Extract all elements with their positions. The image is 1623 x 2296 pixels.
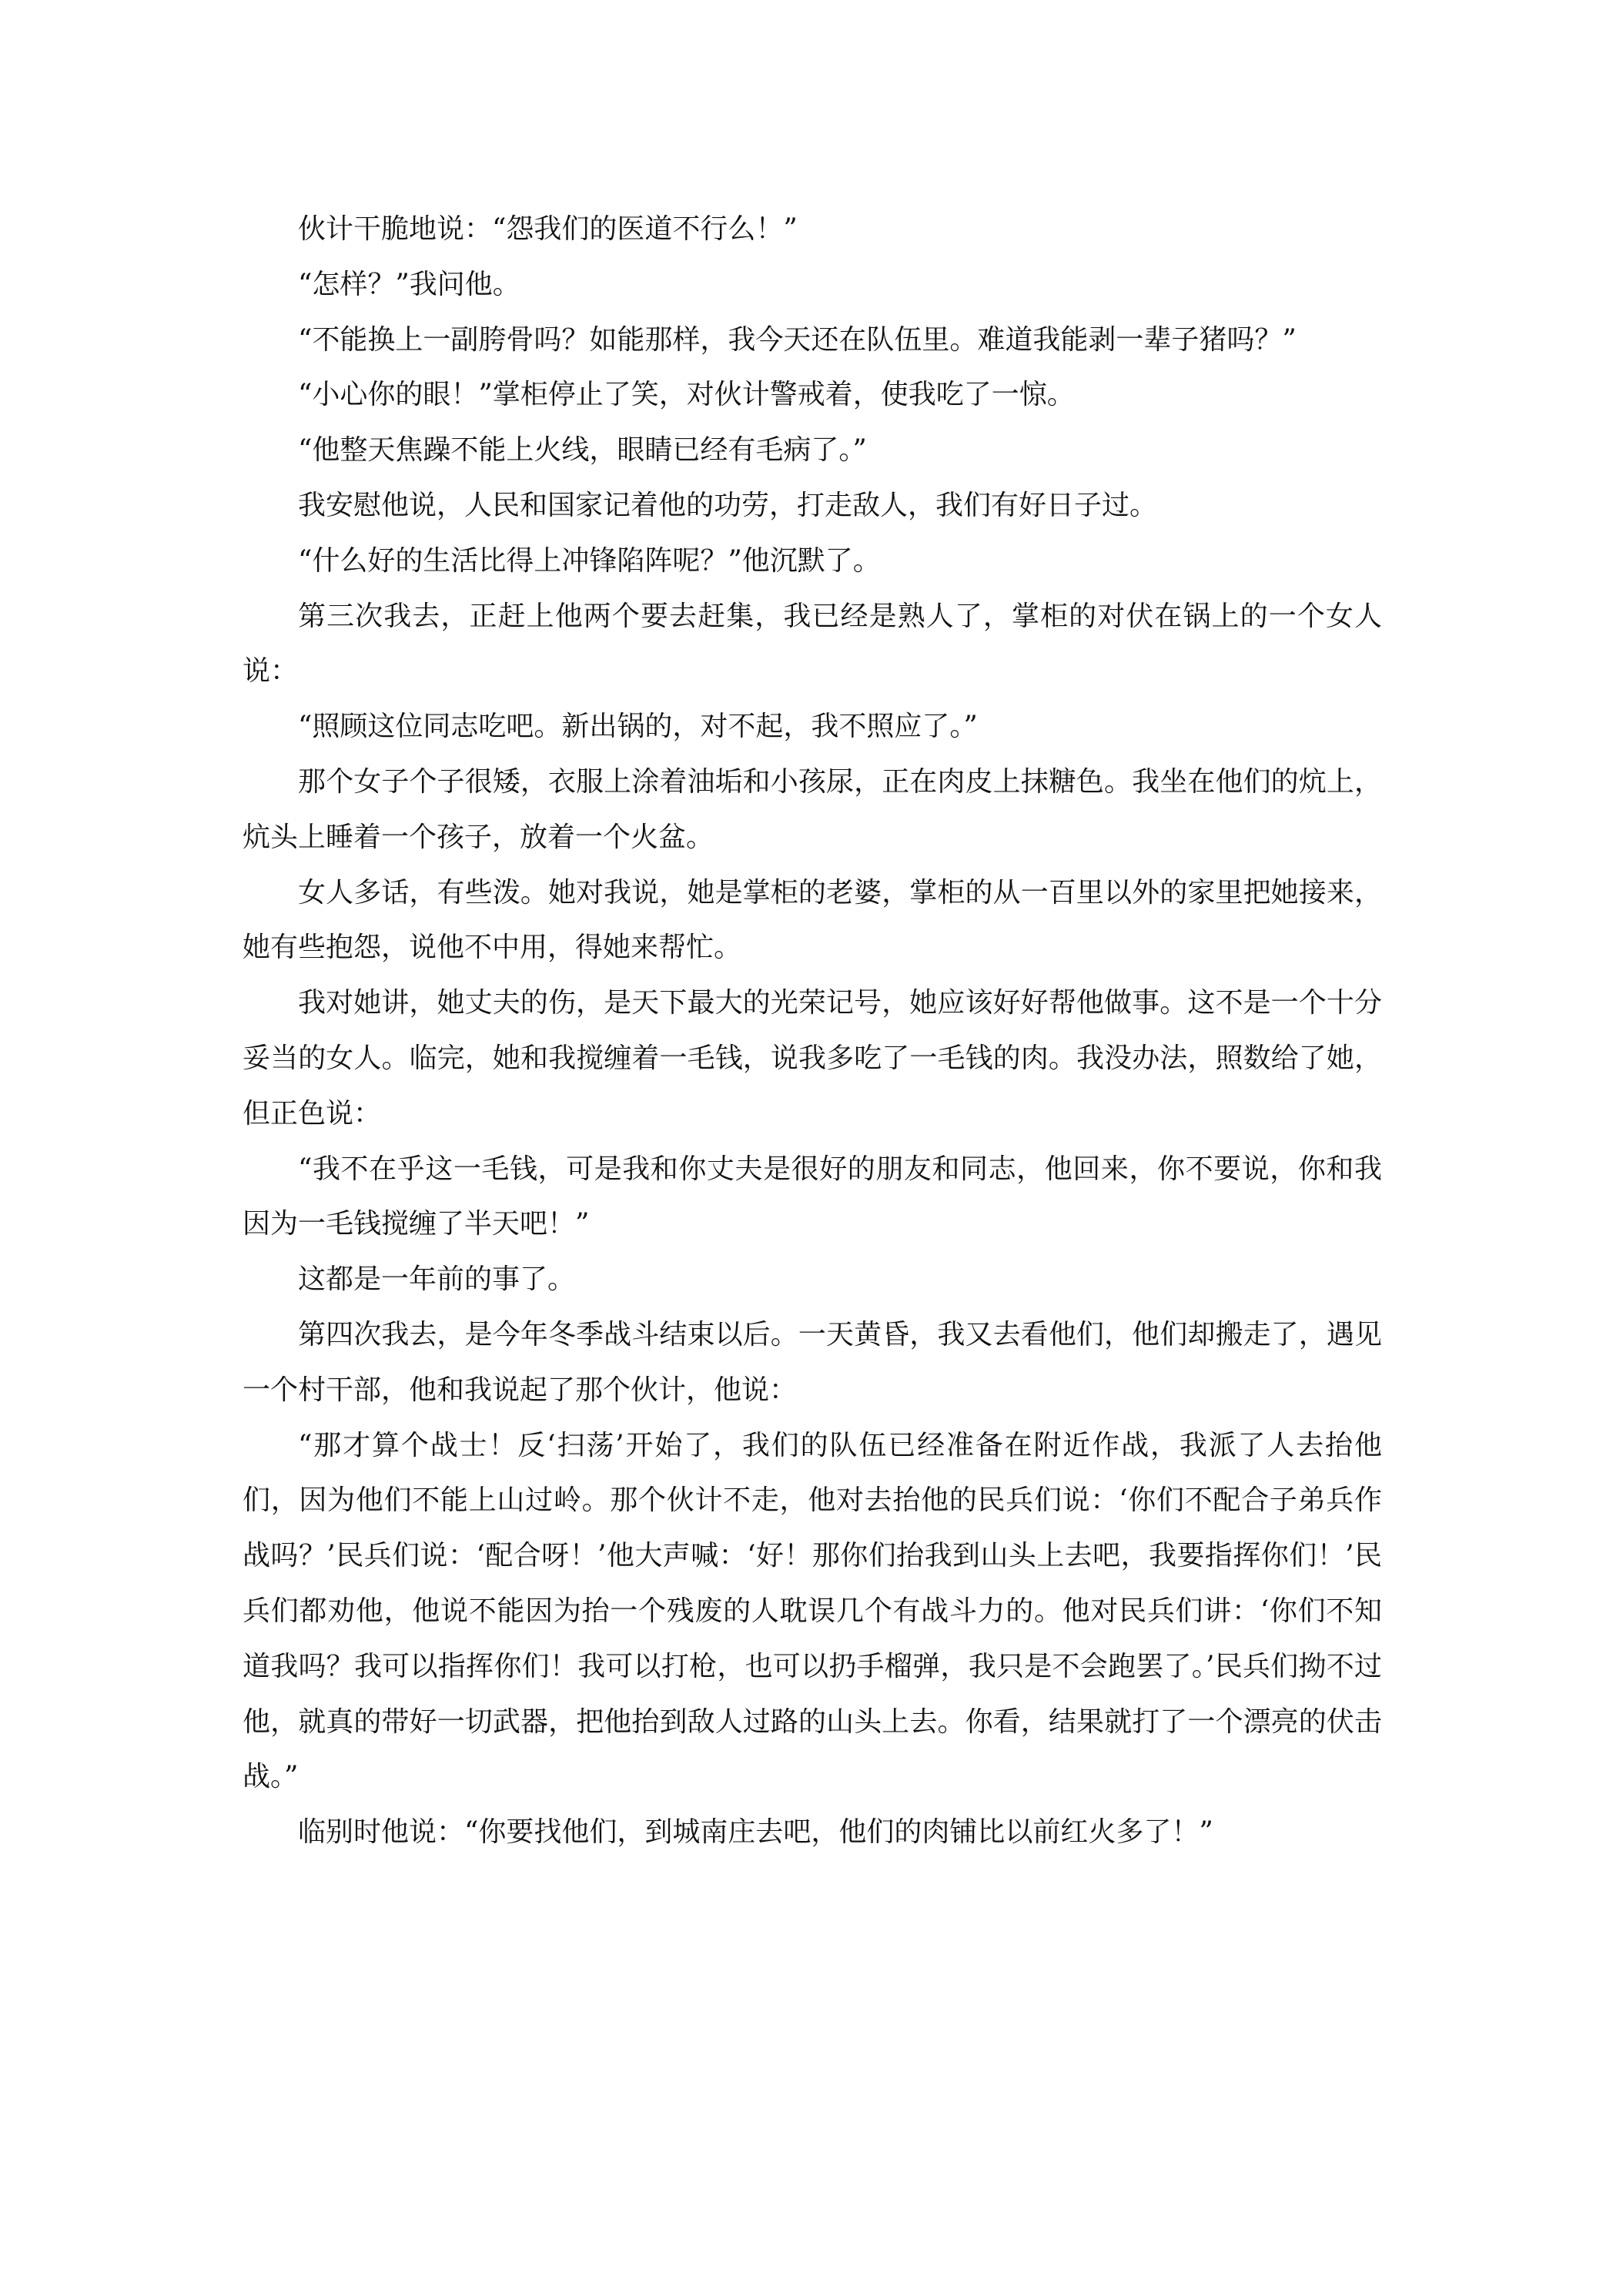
paragraph: “照顾这位同志吃吧。新出锅的，对不起，我不照应了。” [298, 711, 978, 743]
paragraph: “那才算个战士！反‘扫荡’开始了，我们的队伍已经准备在附近作战，我派了人去抬他们，因为他们不能上山过岭。那个伙计不走，他对去抬他的民兵们说：‘你们不配合子弟兵作战吗？’民兵们说：‘配合呀！’他大声喊：‘好！那你们抬我到山头上去吧，我要指挥你们！’民兵们都劝他，他说不能因为抬一个残废的人耽误几个有战斗力的。他对民兵们讲：‘你们不知道我吗？我可以指挥你们！我可以打枪，也可以扔手榴弹，我只是不会跑罢了。’民兵们拗不过他，就真的带好一切武器，把他抬到敌人过路的山头上去。你看，结果就打了一个漂亮的伏击战。” [243, 1429, 1382, 1793]
paragraph: “不能换上一副胯骨吗？如能那样，我今天还在队伍里。难道我能剥一辈子猪吗？” [298, 323, 1297, 356]
paragraph: 这都是一年前的事了。 [298, 1263, 576, 1296]
paragraph: 我对她讲，她丈夫的伤，是天下最大的光荣记号，她应该好好帮他做事。这不是一个十分妥当的女人。临完，她和我搅缠着一毛钱，说我多吃了一毛钱的肉。我没办法，照数给了她，但正色说： [243, 987, 1382, 1130]
paragraph: “怎样？”我问他。 [298, 268, 520, 300]
paragraph: 那个女子个子很矮，衣服上涂着油垢和小孩尿，正在肉皮上抹糖色。我坐在他们的炕上，炕头上睡着一个孩子，放着一个火盆。 [243, 765, 1382, 853]
paragraph: “我不在乎这一毛钱，可是我和你丈夫是很好的朋友和同志，他回来，你不要说，你和我因为一毛钱搅缠了半天吧！” [243, 1153, 1382, 1240]
paragraph: 临别时他说：“你要找他们，到城南庄去吧，他们的肉铺比以前红火多了！” [298, 1816, 1213, 1849]
document-body [243, 202, 1382, 1860]
paragraph: “他整天焦躁不能上火线，眼睛已经有毛病了。” [298, 434, 867, 467]
paragraph: 我安慰他说，人民和国家记着他的功劳，打走敌人，我们有好日子过。 [298, 489, 1158, 521]
paragraph: 女人多话，有些泼。她对我说，她是掌柜的老婆，掌柜的从一百里以外的家里把她接来，她有些抱怨，说他不中用，得她来帮忙。 [243, 876, 1382, 964]
paragraph: “什么好的生活比得上冲锋陷阵呢？”他沉默了。 [298, 544, 881, 577]
paragraph: 第三次我去，正赶上他两个要去赶集，我已经是熟人了，掌柜的对伏在锅上的一个女人说： [243, 600, 1382, 688]
paragraph: 伙计干脆地说：“怨我们的医道不行么！” [298, 213, 798, 245]
paragraph: “小心你的眼！”掌柜停止了笑，对伙计警戒着，使我吃了一惊。 [298, 379, 1075, 411]
paragraph: 第四次我去，是今年冬季战斗结束以后。一天黄昏，我又去看他们，他们却搬走了，遇见一个村干部，他和我说起了那个伙计，他说： [243, 1318, 1382, 1406]
